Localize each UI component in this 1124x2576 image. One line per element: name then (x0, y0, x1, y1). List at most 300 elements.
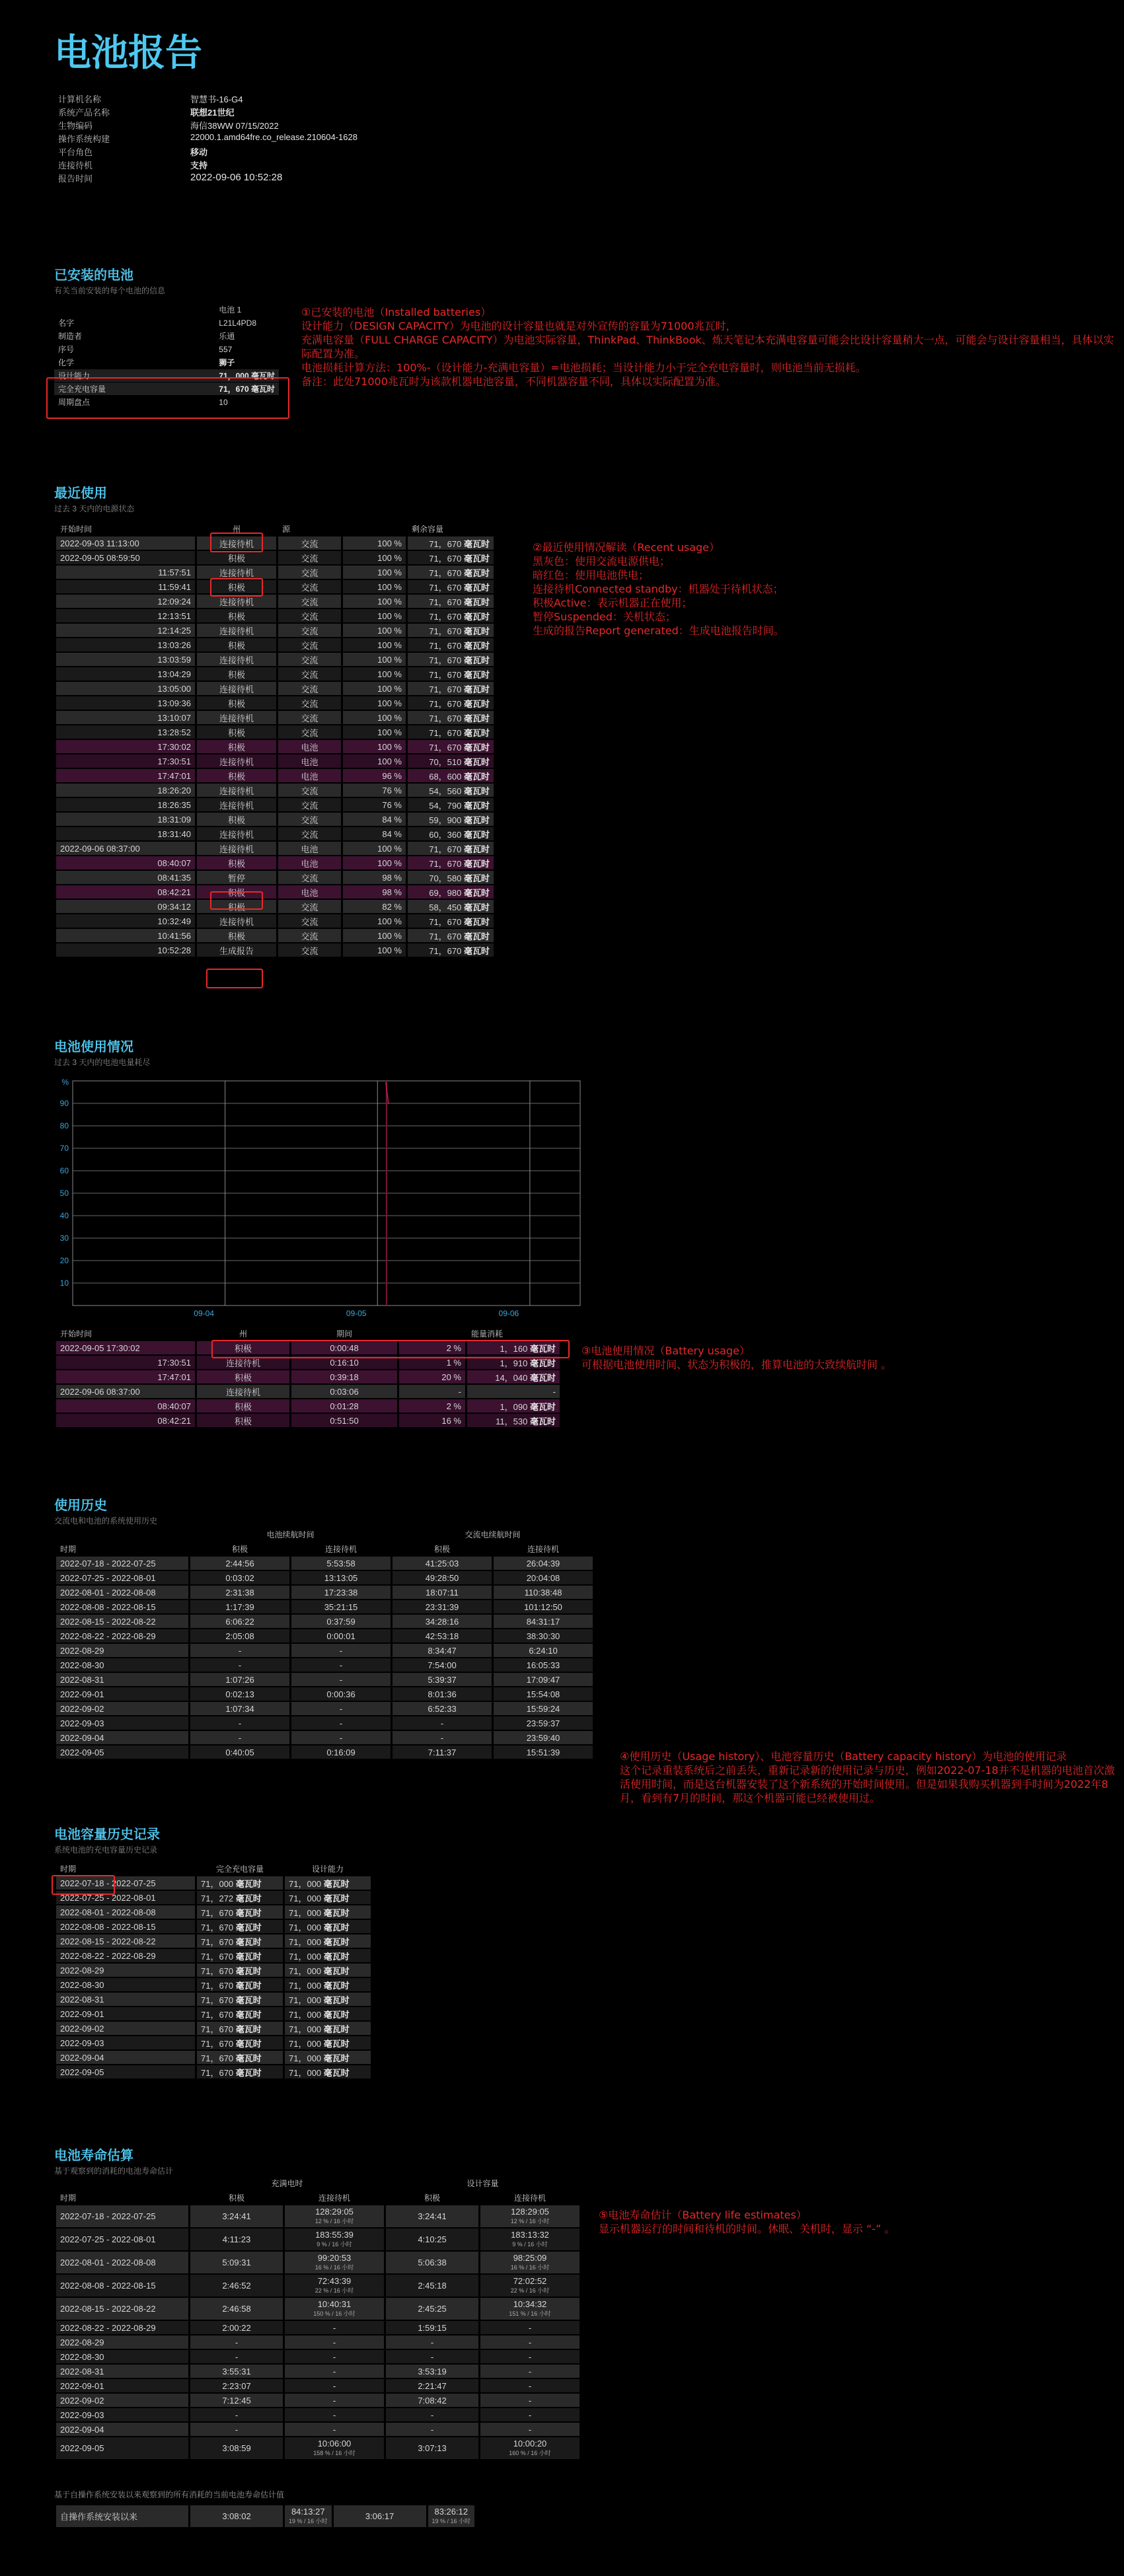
cell-state: 积极 (197, 580, 276, 593)
cell-capacity: 71，670 毫瓦时 (408, 624, 494, 637)
cell-source: 交流 (278, 536, 341, 550)
cell-duration: 23:59:40 (494, 1731, 593, 1744)
info-label: 系统产品名称 (58, 108, 110, 118)
cell-duration: 0:39:18 (291, 1370, 397, 1383)
cell-capacity: 71，670 毫瓦时 (197, 2007, 283, 2020)
cell-percent: 16 % (399, 1414, 465, 1427)
x-tick-label: 09-05 (346, 1309, 367, 1318)
cell-active: 5:06:38 (386, 2252, 478, 2273)
cell-duration: 0:51:50 (291, 1414, 397, 1427)
cell-state: 积极 (197, 1414, 289, 1427)
cell-source: 电池 (278, 769, 341, 782)
cell-duration: - (291, 1658, 391, 1672)
cell-capacity: 71，670 毫瓦时 (408, 682, 494, 695)
cell-duration: 35:21:15 (291, 1600, 391, 1613)
table-row (56, 1920, 371, 1933)
cell-period: 2022-07-18 - 2022-07-25 (56, 2205, 188, 2227)
battery-prop-value: 71，000 毫瓦时 (126, 369, 279, 382)
battery-prop-label: 名字 (58, 318, 75, 328)
y-tick-label: 70 (59, 1144, 69, 1153)
table-row (56, 2394, 580, 2407)
info-label: 连接待机 (58, 161, 93, 170)
table-row (56, 2022, 371, 2035)
table-row (56, 740, 494, 753)
unit-label: 毫瓦时 (463, 684, 490, 694)
cell-duration: 23:59:37 (494, 1716, 593, 1730)
cell-duration: 18:07:11 (393, 1586, 492, 1599)
table-row (56, 1414, 560, 1427)
unit-label: 毫瓦时 (463, 945, 490, 956)
annotation-line: 生成的报告Report generated：生成电池报告时间。 (533, 624, 784, 637)
capacity-highlight-box (46, 377, 289, 419)
cell-source: 交流 (278, 900, 341, 913)
cell-start-time: 2022-09-06 08:37:00 (56, 1385, 195, 1398)
cell-period: 2022-08-29 (56, 1644, 188, 1657)
standby-value: - (528, 2366, 532, 2376)
cell-period: 2022-09-05 (56, 1746, 188, 1759)
info-row (58, 119, 357, 132)
annotation-recent (533, 540, 1074, 638)
table-row (56, 914, 494, 928)
cell-capacity: 71，670 毫瓦时 (408, 551, 494, 564)
unit-label: 毫瓦时 (463, 771, 490, 782)
cell-duration: 2:05:08 (190, 1629, 289, 1642)
cell-capacity: 71，670 毫瓦时 (408, 536, 494, 550)
table-row (56, 2408, 580, 2421)
standby-value: 128:29:05 (315, 2206, 354, 2217)
column-header: 时期 (60, 1544, 77, 1554)
cell-start-time: 11:59:41 (56, 580, 195, 593)
cell-period: 2022-08-08 - 2022-08-15 (56, 1600, 188, 1613)
unit-label: 毫瓦时 (235, 2009, 262, 2020)
cell-capacity: 71，670 毫瓦时 (408, 638, 494, 651)
cell-start-time: 2022-09-05 17:30:02 (56, 1341, 195, 1354)
info-label: 计算机名称 (58, 94, 102, 104)
unit-label: 毫瓦时 (463, 742, 490, 753)
cell-source: 交流 (278, 929, 341, 942)
standby-rate: 16 % / 16 小时 (510, 2263, 550, 2271)
cell-duration: 8:34:47 (393, 1644, 492, 1657)
cell-capacity: 71，670 毫瓦时 (197, 2065, 283, 2079)
cell-percent: 100 % (343, 943, 406, 957)
cell-capacity: 71，670 毫瓦时 (197, 1920, 283, 1933)
cell-source: 交流 (278, 638, 341, 651)
cell-period: 自操作系统安装以来 (56, 2505, 188, 2527)
cell-capacity: 71，670 毫瓦时 (408, 856, 494, 869)
unit-label: 毫瓦时 (235, 2038, 262, 2049)
column-header: 积极 (424, 2193, 440, 2203)
cell-start-time: 13:05:00 (56, 682, 195, 695)
standby-value: 10:06:00 (317, 2438, 352, 2448)
battery-col-header: 电池 1 (219, 305, 242, 314)
cell-active: 2:46:52 (190, 2275, 283, 2297)
cell-source: 交流 (278, 696, 341, 710)
cell-duration: 0:40:05 (190, 1746, 289, 1759)
cell-standby (480, 2228, 580, 2250)
table-header-row (56, 2191, 580, 2204)
recent-usage-header (54, 482, 134, 514)
cell-state: 连接待机 (197, 566, 276, 579)
cell-capacity: 71，000 毫瓦时 (285, 2051, 371, 2064)
cell-standby (285, 2379, 384, 2392)
cell-duration: 0:02:13 (190, 1687, 289, 1701)
cell-source: 电池 (278, 754, 341, 768)
cell-capacity: 71，000 毫瓦时 (285, 2022, 371, 2035)
cell-state: 积极 (197, 638, 276, 651)
highlight-connected-standby (210, 533, 263, 552)
annotation-line: 充满电容量（FULL CHARGE CAPACITY）为电池实际容量，ThinkPad、ThinkBook、炼天笔记本充满电容量可能会比设计容量稍大一点，可能会与设计容量相当，具体以实际配置为准。 (301, 334, 1114, 360)
cell-period: 2022-08-22 - 2022-08-29 (56, 1949, 195, 1962)
chart-svg (53, 1076, 581, 1320)
cell-period: 2022-08-30 (56, 1658, 188, 1672)
report-title: 电池报告 (54, 32, 202, 73)
unit-label: 毫瓦时 (323, 1966, 350, 1976)
cell-active: 2:21:47 (386, 2379, 478, 2392)
standby-value: - (528, 2395, 532, 2406)
cell-period: 2022-08-30 (56, 2350, 188, 2363)
cell-duration: 8:01:36 (393, 1687, 492, 1701)
unit-label: 毫瓦时 (323, 2009, 350, 2020)
cell-state: 连接待机 (197, 653, 276, 666)
unit-label: 毫瓦时 (235, 1966, 262, 1976)
cell-capacity: 70，580 毫瓦时 (408, 871, 494, 884)
cell-duration: - (291, 1702, 391, 1715)
annotation-life (599, 2208, 1101, 2236)
cell-capacity: 71，670 毫瓦时 (408, 740, 494, 753)
table-row (56, 1964, 371, 1977)
annotation-line: ②最近使用情况解读（Recent usage） (533, 541, 720, 554)
annotation-line: 可根据电池使用时间、状态为积极的，推算电池的大致续航时间 。 (581, 1358, 892, 1371)
info-value: 移动 (190, 147, 208, 157)
cell-standby (285, 2321, 384, 2334)
standby-value: 83:26:12 (434, 2506, 468, 2517)
cell-period: 2022-09-01 (56, 2379, 188, 2392)
unit-label: 毫瓦时 (529, 1343, 556, 1354)
cell-capacity: 58，450 毫瓦时 (408, 900, 494, 913)
table-row (56, 2252, 580, 2273)
cell-active: 4:11:23 (190, 2228, 283, 2250)
unit-label: 毫瓦时 (235, 1995, 262, 2005)
group-header-row (56, 1527, 593, 1541)
table-row (56, 1557, 593, 1570)
table-row (56, 2036, 371, 2049)
cell-capacity: 71，670 毫瓦时 (408, 566, 494, 579)
standby-value: - (528, 2380, 532, 2391)
table-row (56, 1905, 371, 1919)
table-row (56, 1629, 593, 1642)
cell-standby (480, 2379, 580, 2392)
battery-prop-value: L21L4PD8 (219, 318, 256, 328)
info-row (58, 92, 357, 106)
cell-active: 2:45:18 (386, 2275, 478, 2297)
cell-capacity: 71，000 毫瓦时 (285, 1905, 371, 1919)
cell-capacity: 59，900 毫瓦时 (408, 813, 494, 826)
cell-state: 积极 (197, 1370, 289, 1383)
info-row (58, 172, 357, 185)
cell-standby (285, 2336, 384, 2349)
cell-start-time: 10:41:56 (56, 929, 195, 942)
section-heading: 电池容量历史记录 (54, 1827, 160, 1842)
cell-percent: 76 % (343, 798, 406, 811)
cell-capacity: 71，670 毫瓦时 (408, 609, 494, 622)
cell-percent: 98 % (343, 885, 406, 899)
table-row (56, 725, 494, 739)
table-row (56, 609, 494, 622)
unit-label: 毫瓦时 (323, 1907, 350, 1918)
unit-label: 毫瓦时 (463, 582, 490, 593)
unit-label: 毫瓦时 (529, 1416, 556, 1426)
cell-capacity: 71，670 毫瓦时 (197, 2051, 283, 2064)
table-row (56, 696, 494, 710)
unit-label: 毫瓦时 (323, 2053, 350, 2063)
table-row (56, 1600, 593, 1613)
cell-standby (285, 2437, 384, 2459)
cell-percent: 98 % (343, 871, 406, 884)
cell-period: 2022-09-05 (56, 2437, 188, 2459)
cell-standby (480, 2437, 580, 2459)
cell-state: 连接待机 (197, 754, 276, 768)
table-row (56, 2007, 371, 2020)
unit-label: 毫瓦时 (323, 2067, 350, 2078)
standby-rate: 19 % / 16 小时 (431, 2517, 471, 2524)
info-value: 支持 (190, 161, 208, 170)
cell-period: 2022-08-31 (56, 1993, 195, 2006)
section-subtitle: 过去 3 天内的电池电量耗尽 (54, 1058, 151, 1067)
y-tick-label: 10 (59, 1278, 69, 1288)
column-header: 连接待机 (324, 1544, 357, 1554)
cell-start-time: 10:52:28 (56, 943, 195, 957)
cell-period: 2022-09-03 (56, 1716, 188, 1730)
cell-duration: 5:39:37 (393, 1673, 492, 1686)
unit-label: 毫瓦时 (235, 1893, 262, 1903)
table-row (56, 2298, 580, 2320)
unit-label: 毫瓦时 (463, 756, 490, 767)
cell-duration: 2:31:38 (190, 1586, 289, 1599)
standby-value: - (528, 2424, 532, 2435)
cell-standby (285, 2350, 384, 2363)
unit-label: 毫瓦时 (463, 713, 490, 723)
cell-capacity: 68，600 毫瓦时 (408, 769, 494, 782)
standby-value: - (332, 2322, 336, 2333)
cell-energy: 11，530 毫瓦时 (467, 1414, 560, 1427)
info-row (58, 145, 357, 159)
cell-percent: 84 % (343, 827, 406, 840)
cell-start-time: 18:31:40 (56, 827, 195, 840)
table-row (56, 813, 494, 826)
table-row (56, 2321, 580, 2334)
cell-duration: 84:31:17 (494, 1615, 593, 1628)
battery-prop-label: 周期盘点 (58, 398, 91, 407)
battery-prop-label: 序号 (58, 345, 75, 354)
spacer (56, 2176, 188, 2190)
unit-label: 毫瓦时 (463, 815, 490, 825)
cell-period: 2022-07-25 - 2022-08-01 (56, 2228, 188, 2250)
cell-state: 积极 (197, 813, 276, 826)
cell-duration: 23:31:39 (393, 1600, 492, 1613)
cell-duration: 13:13:05 (291, 1571, 391, 1584)
column-header: 设计能力 (311, 1864, 344, 1874)
cell-percent: 100 % (343, 653, 406, 666)
cell-capacity: 71，670 毫瓦时 (197, 1993, 283, 2006)
section-subtitle: 交流电和电池的系统使用历史 (54, 1516, 158, 1526)
cell-active: - (190, 2336, 283, 2349)
cell-state: 积极 (197, 667, 276, 681)
cell-period: 2022-08-15 - 2022-08-22 (56, 1934, 195, 1948)
table-row (56, 1571, 593, 1584)
table-row (56, 784, 494, 797)
cell-source: 交流 (278, 914, 341, 928)
cell-standby (428, 2505, 475, 2527)
cell-active: 3:06:17 (334, 2505, 426, 2527)
annotation-line: 暗红色：使用电池供电； (533, 569, 650, 581)
cell-percent: 76 % (343, 784, 406, 797)
cell-capacity: 71，000 毫瓦时 (285, 1993, 371, 2006)
column-header: 积极 (228, 2193, 244, 2203)
cell-capacity: 71，670 毫瓦时 (408, 725, 494, 739)
cell-start-time: 2022-09-06 08:37:00 (56, 842, 195, 855)
cell-capacity: 71，000 毫瓦时 (285, 1891, 371, 1904)
y-tick-label: 80 (59, 1121, 69, 1130)
cell-percent: 100 % (343, 914, 406, 928)
cell-state: 积极 (197, 609, 276, 622)
cell-period: 2022-08-15 - 2022-08-22 (56, 2298, 188, 2320)
cell-energy: - (467, 1385, 560, 1398)
unit-label: 毫瓦时 (235, 1907, 262, 1918)
standby-value: 183:13:32 (511, 2229, 549, 2240)
info-row (58, 159, 357, 172)
unit-label: 毫瓦时 (463, 597, 490, 607)
cell-percent: 2 % (399, 1341, 465, 1354)
battery-prop-row (54, 330, 279, 342)
table-row (56, 856, 494, 869)
cell-standby (285, 2228, 384, 2250)
standby-rate: 9 % / 16 小时 (512, 2240, 548, 2248)
table-row (56, 885, 494, 899)
cell-standby (480, 2252, 580, 2273)
table-row (56, 1934, 371, 1948)
table-row (56, 2423, 580, 2436)
info-value: 22000.1.amd64fre.co_release.210604-1628 (190, 132, 357, 142)
standby-value: - (332, 2351, 336, 2362)
unit-label: 毫瓦时 (463, 568, 490, 578)
annotation-line: ⑤电池寿命估计（Battery life estimates） (599, 2209, 807, 2221)
battery-life-table (54, 2175, 581, 2460)
cell-start-time: 11:57:51 (56, 566, 195, 579)
cell-standby (480, 2350, 580, 2363)
cell-source: 交流 (278, 813, 341, 826)
unit-label: 毫瓦时 (235, 2024, 262, 2034)
cell-capacity: 71，000 毫瓦时 (285, 2036, 371, 2049)
cell-capacity: 71，670 毫瓦时 (197, 1978, 283, 1991)
cell-source: 交流 (278, 551, 341, 564)
cell-capacity: 71，000 毫瓦时 (285, 1964, 371, 1977)
cell-duration: 15:51:39 (494, 1746, 593, 1759)
cell-source: 电池 (278, 740, 341, 753)
cell-duration: 15:59:24 (494, 1702, 593, 1715)
section-subtitle: 系统电池的充电容量历史记录 (54, 1845, 158, 1855)
table-row (56, 1716, 593, 1730)
cell-source: 交流 (278, 725, 341, 739)
battery-prop-value: 71，670 毫瓦时 (126, 383, 279, 395)
table-row (56, 2275, 580, 2297)
cell-period: 2022-08-31 (56, 1673, 188, 1686)
cell-period: 2022-09-04 (56, 1731, 188, 1744)
unit-label: 毫瓦时 (529, 1358, 556, 1368)
standby-rate: 22 % / 16 小时 (510, 2287, 550, 2294)
cell-start-time: 08:42:21 (56, 885, 195, 899)
cell-percent: 1 % (399, 1356, 465, 1369)
unit-label: 毫瓦时 (235, 1878, 262, 1889)
standby-value: - (332, 2410, 336, 2420)
y-tick-label: 90 (59, 1099, 69, 1108)
cell-standby (285, 2205, 384, 2227)
table-row (56, 2379, 580, 2392)
standby-value: 183:55:39 (315, 2229, 354, 2240)
cell-capacity: 70，510 毫瓦时 (408, 754, 494, 768)
standby-value: 128:29:05 (511, 2206, 549, 2217)
cell-active: 7:08:42 (386, 2394, 478, 2407)
cell-source: 交流 (278, 667, 341, 681)
cell-standby (480, 2205, 580, 2227)
cell-percent: 96 % (343, 769, 406, 782)
annotation-line: ④使用历史（Usage history）、电池容量历史（Battery capacity history）为电池的使用记录 (620, 1750, 1067, 1763)
cell-duration: 6:24:10 (494, 1644, 593, 1657)
unit-label: 毫瓦时 (463, 611, 490, 622)
standby-value: 10:00:20 (513, 2438, 547, 2448)
cell-start-time: 13:28:52 (56, 725, 195, 739)
cell-active: 3:24:41 (386, 2205, 478, 2227)
table-header-row (56, 522, 494, 535)
column-header: 连接待机 (318, 2193, 350, 2203)
unit-label: 毫瓦时 (235, 2067, 262, 2078)
annotation-line: ③电池使用情况（Battery usage） (581, 1344, 750, 1357)
column-header: 连接待机 (527, 1544, 559, 1554)
cell-duration: 0:03:02 (190, 1571, 289, 1584)
column-header: 时期 (60, 1864, 77, 1874)
cell-standby (480, 2394, 580, 2407)
standby-value: 10:34:32 (513, 2299, 547, 2309)
cell-capacity: 71，670 毫瓦时 (197, 2036, 283, 2049)
cell-duration: - (190, 1644, 289, 1657)
table-row (56, 711, 494, 724)
cell-source: 交流 (278, 784, 341, 797)
table-row (56, 871, 494, 884)
table-row (56, 827, 494, 840)
cell-percent: 20 % (399, 1370, 465, 1383)
battery-prop-label: 化学 (58, 358, 75, 367)
cell-percent: 100 % (343, 740, 406, 753)
unit-label: 毫瓦时 (463, 829, 490, 840)
cell-duration: - (393, 1716, 492, 1730)
unit-label: 毫瓦时 (463, 640, 490, 651)
cell-period: 2022-09-01 (56, 2007, 195, 2020)
cell-period: 2022-08-29 (56, 1964, 195, 1977)
cell-source: 交流 (278, 798, 341, 811)
cell-active: 1:59:15 (386, 2321, 478, 2334)
cell-capacity: 71，670 毫瓦时 (197, 1964, 283, 1977)
cell-capacity: 71，000 毫瓦时 (285, 1934, 371, 1948)
cell-standby (480, 2423, 580, 2436)
cell-state: 积极 (197, 885, 276, 899)
cell-active: 2:45:25 (386, 2298, 478, 2320)
cell-period: 2022-07-18 - 2022-07-25 (56, 1876, 195, 1890)
cell-start-time: 13:10:07 (56, 711, 195, 724)
unit-label: 毫瓦时 (235, 1936, 262, 1947)
column-header: 时期 (60, 2193, 77, 2203)
battery-prop-value: 狮子 (219, 358, 235, 367)
cell-capacity: 71，670 毫瓦时 (408, 667, 494, 681)
group-header: 电池续航时间 (266, 1529, 315, 1539)
